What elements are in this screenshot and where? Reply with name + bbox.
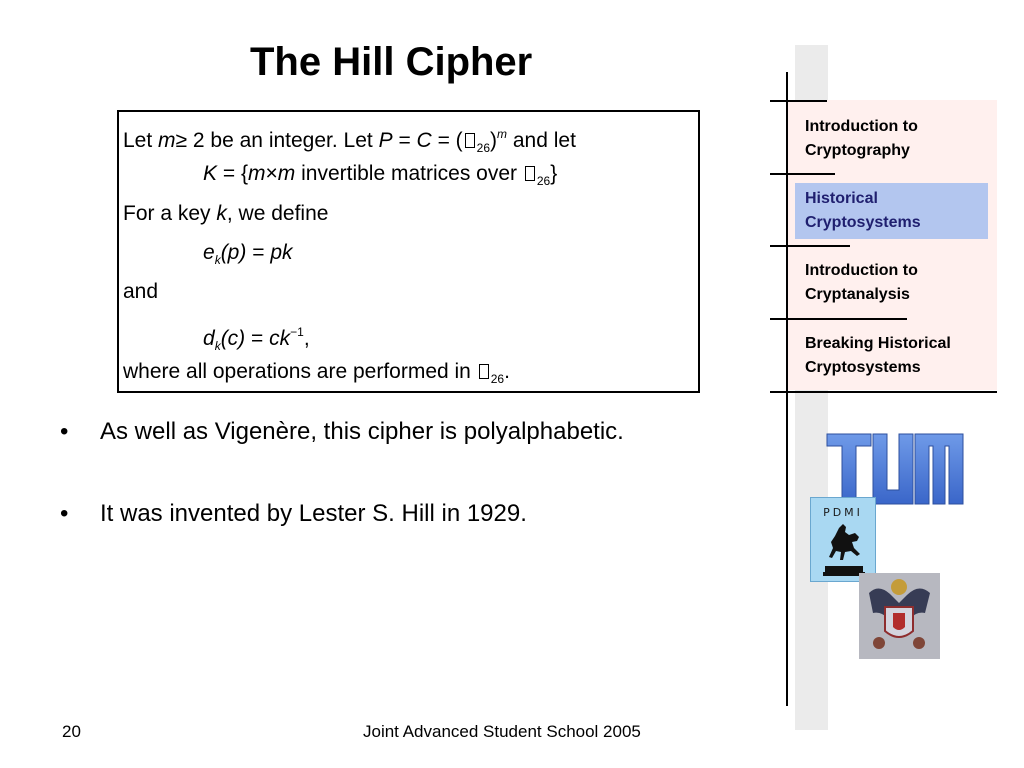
bullet-marker: • (60, 418, 69, 445)
definition-line-5: and (123, 280, 159, 303)
nav-divider (770, 173, 835, 175)
nav-divider (770, 245, 850, 247)
definition-line-1: Let m≥ 2 be an integer. Let P = C = ( $_{26}$)$^m$ and let (123, 127, 576, 155)
tum-logo-icon (825, 432, 965, 506)
decryption-formula: $d_k(c) = ck^{-1}$, (203, 325, 310, 353)
nav-item-historical-cryptosystems[interactable]: Historical Cryptosystems (805, 190, 921, 231)
definition-box (117, 110, 700, 393)
definition-line-3: For a key k, we define (123, 202, 329, 225)
integers-symbol-icon (465, 133, 475, 148)
definition-line-7: where all operations are performed in $_{26}$. (123, 360, 510, 386)
nav-item-breaking-historical-cryptosystems[interactable]: Breaking Historical Cryptosystems (805, 335, 951, 376)
definition-line-2: K = {m×m invertible matrices over $_{26}$} (203, 162, 558, 188)
nav-item-introduction-to-cryptanalysis[interactable]: Introduction to Cryptanalysis (805, 262, 918, 303)
integers-symbol-icon (479, 364, 489, 379)
encryption-formula: $e_k(p)$ = pk (203, 241, 293, 267)
nav-item-introduction-to-cryptography[interactable]: Introduction to Cryptography (805, 118, 918, 159)
nav-vertical-rule (786, 72, 788, 706)
pdmi-logo (810, 497, 876, 582)
footer-event: Joint Advanced Student School 2005 (363, 722, 641, 741)
pdmi-logo-text: PDMI (823, 506, 863, 519)
nav-divider (770, 318, 907, 320)
page-number: 20 (62, 722, 81, 741)
horse-statue-icon (819, 522, 869, 578)
integers-symbol-icon (525, 166, 535, 181)
nav-divider (770, 100, 827, 102)
nav-divider (770, 391, 997, 393)
slide-title: The Hill Cipher (250, 40, 533, 84)
bullet-text: As well as Vigenère, this cipher is polyalphabetic. (100, 418, 624, 445)
bullet-marker: • (60, 500, 69, 527)
bullet-text: It was invented by Lester S. Hill in 1929. (100, 500, 527, 527)
crest-emblem-icon (859, 573, 940, 659)
